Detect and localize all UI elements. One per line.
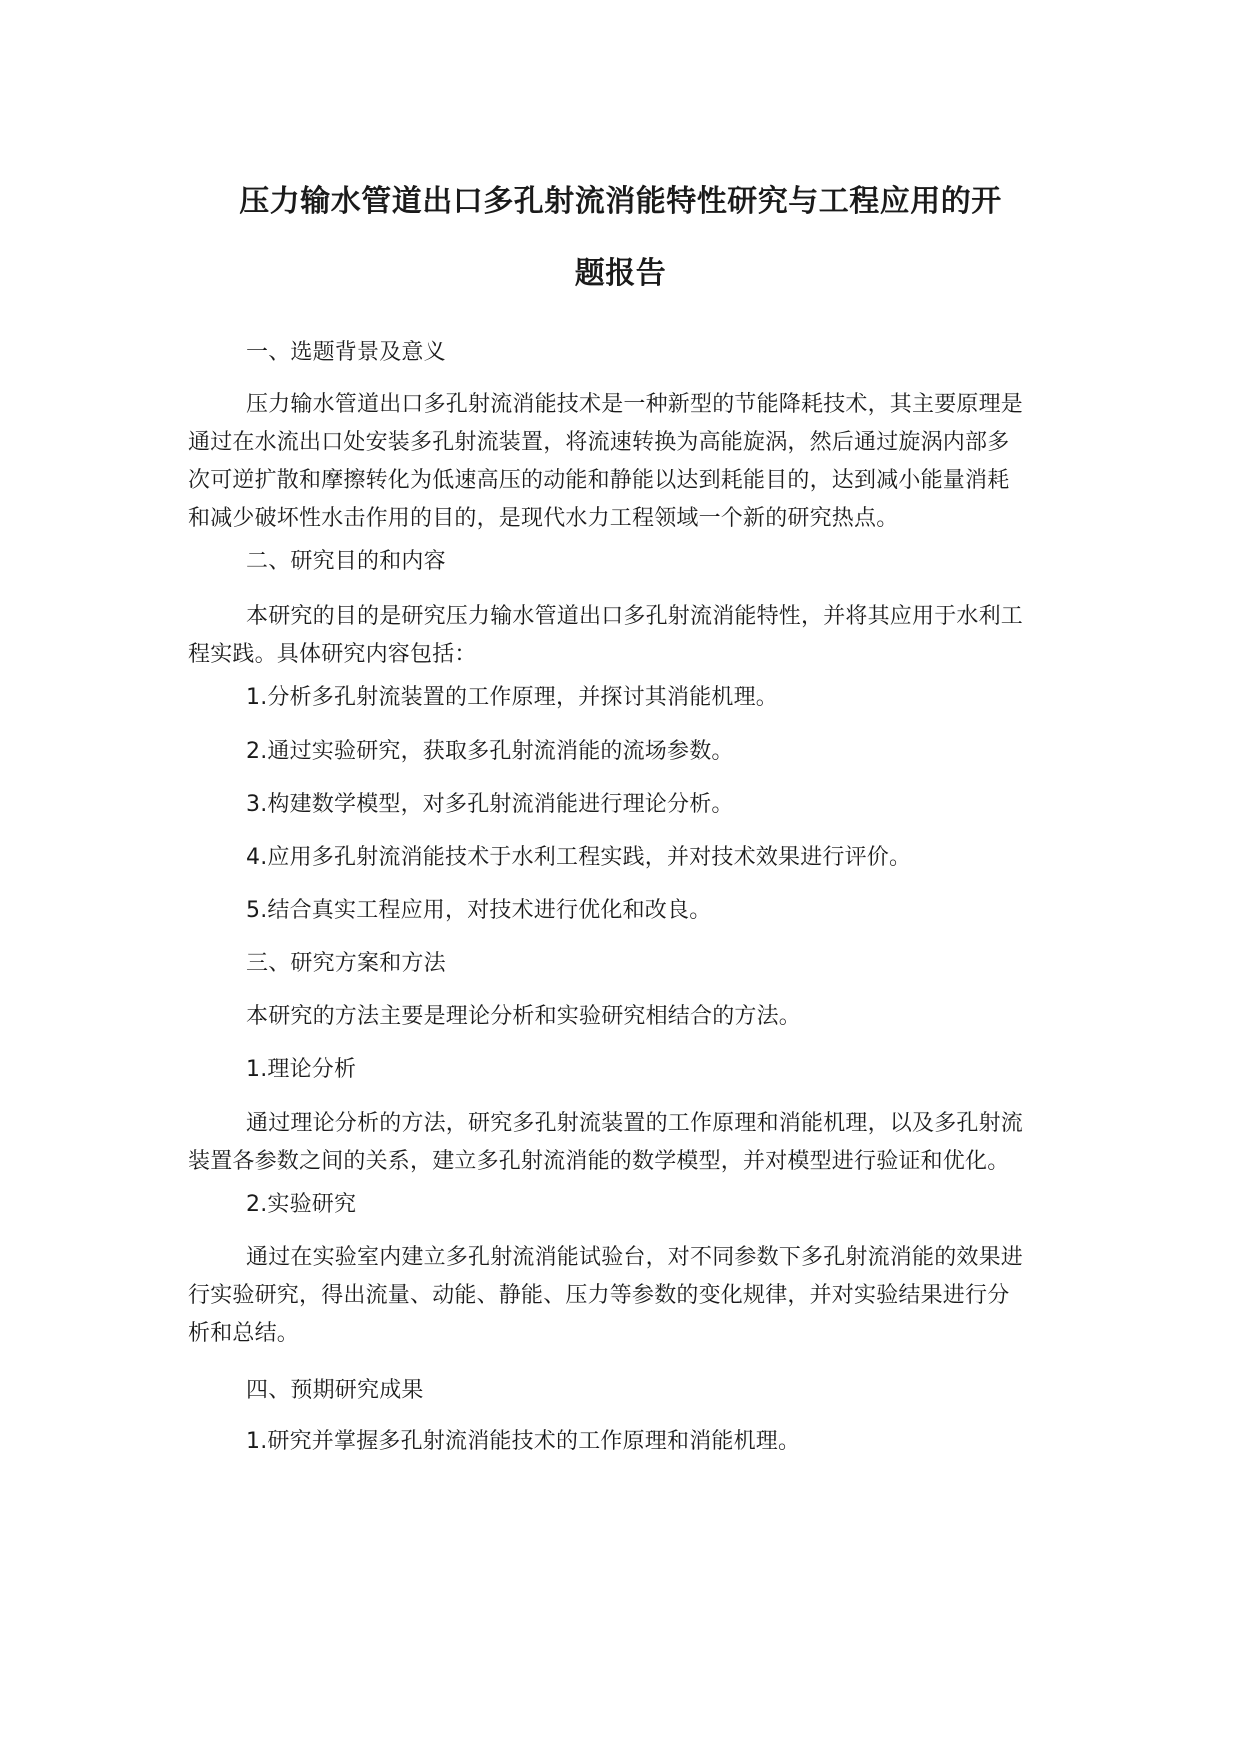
paragraph-line: 装置各参数之间的关系，建立多孔射流消能的数学模型，并对模型进行验证和优化。 <box>188 1149 1010 1174</box>
paragraph-line: 本研究的目的是研究压力输水管道出口多孔射流消能特性，并将其应用于水利工 <box>246 604 1024 629</box>
paragraph <box>188 1186 1050 1224</box>
paragraph-line: 三、研究方案和方法 <box>246 951 446 976</box>
paragraph <box>188 945 1050 983</box>
paragraph <box>188 839 1050 877</box>
paragraph-line: 2.通过实验研究，获取多孔射流消能的流场参数。 <box>246 739 734 764</box>
page-title-line-2: 题报告 <box>574 256 667 291</box>
paragraph <box>188 1423 1050 1461</box>
paragraph-line: 5.结合真实工程应用，对技术进行优化和改良。 <box>246 898 712 923</box>
paragraph-line: 和减少破坏性水击作用的目的，是现代水力工程领域一个新的研究热点。 <box>188 506 899 531</box>
paragraph-line: 析和总结。 <box>188 1321 300 1346</box>
paragraph <box>188 998 1050 1036</box>
paragraph <box>188 386 1050 538</box>
paragraph-line: 次可逆扩散和摩擦转化为低速高压的动能和静能以达到耗能目的，达到减小能量消耗 <box>188 468 1010 493</box>
paragraph <box>188 334 1050 372</box>
paragraph-line: 1.研究并掌握多孔射流消能技术的工作原理和消能机理。 <box>246 1429 801 1454</box>
paragraph-line: 通过在实验室内建立多孔射流消能试验台，对不同参数下多孔射流消能的效果进 <box>246 1245 1024 1270</box>
paragraph-line: 压力输水管道出口多孔射流消能技术是一种新型的节能降耗技术，其主要原理是 <box>246 392 1024 417</box>
paragraph <box>188 1239 1050 1353</box>
paragraph-line: 1.理论分析 <box>246 1057 357 1082</box>
paragraph <box>188 543 1050 581</box>
paragraph-line: 通过理论分析的方法，研究多孔射流装置的工作原理和消能机理，以及多孔射流 <box>246 1111 1024 1136</box>
paragraph-line: 3.构建数学模型，对多孔射流消能进行理论分析。 <box>246 792 734 817</box>
paragraph-line: 4.应用多孔射流消能技术于水利工程实践，并对技术效果进行评价。 <box>246 845 912 870</box>
paragraph-line: 行实验研究，得出流量、动能、静能、压力等参数的变化规律，并对实验结果进行分 <box>188 1283 1010 1308</box>
paragraph-line: 程实践。具体研究内容包括： <box>188 642 477 667</box>
paragraph <box>188 598 1050 674</box>
page-title-line-1: 压力输水管道出口多孔射流消能特性研究与工程应用的开 <box>239 184 1002 219</box>
paragraph-line: 2.实验研究 <box>246 1192 357 1217</box>
paragraph <box>188 1051 1050 1089</box>
paragraph <box>188 733 1050 771</box>
paragraph-line: 二、研究目的和内容 <box>246 549 446 574</box>
paragraph <box>188 786 1050 824</box>
paragraph <box>188 1372 1050 1410</box>
paragraph-line: 通过在水流出口处安装多孔射流装置，将流速转换为高能旋涡，然后通过旋涡内部多 <box>188 430 1010 455</box>
paragraph-line: 本研究的方法主要是理论分析和实验研究相结合的方法。 <box>246 1004 802 1029</box>
paragraph-line: 1.分析多孔射流装置的工作原理，并探讨其消能机理。 <box>246 685 778 710</box>
paragraph-line: 四、预期研究成果 <box>246 1378 424 1403</box>
paragraph <box>188 1105 1050 1181</box>
paragraph <box>188 892 1050 930</box>
paragraph-line: 一、选题背景及意义 <box>246 340 446 365</box>
paragraph <box>188 679 1050 717</box>
